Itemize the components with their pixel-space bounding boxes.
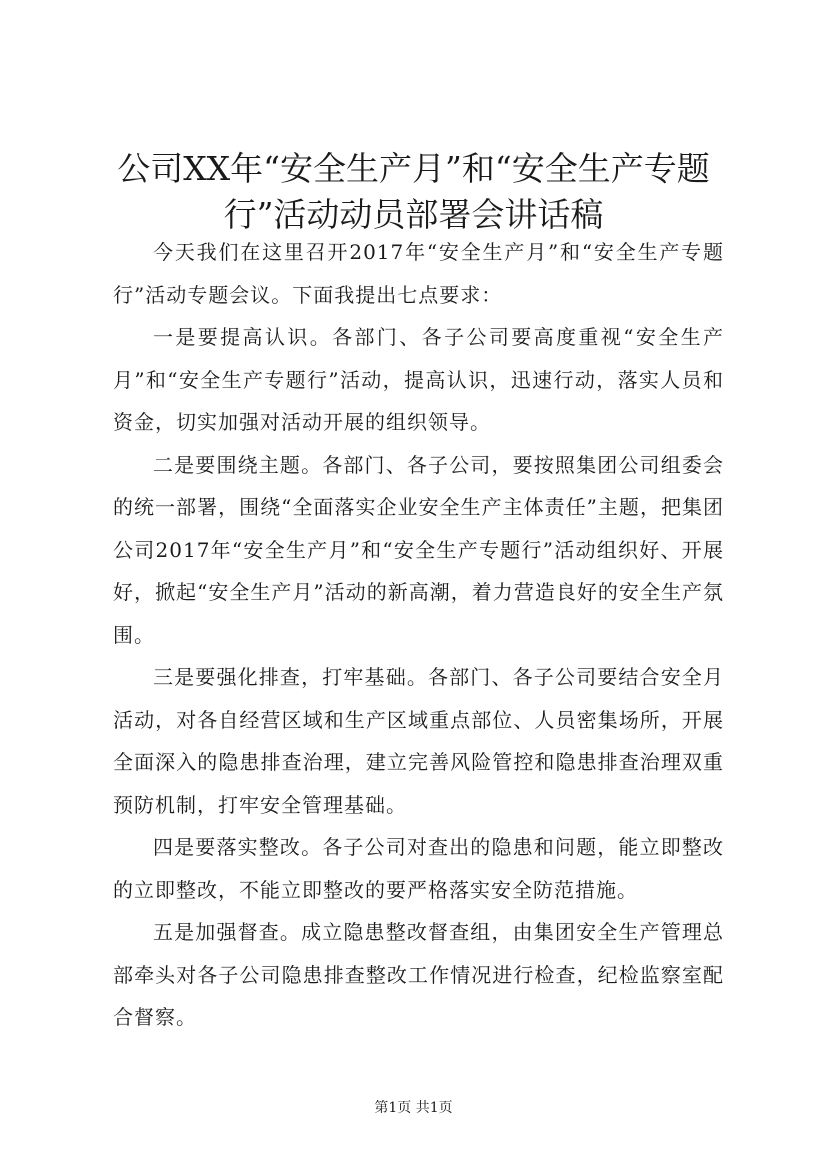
document-title: 公司XX年“安全生产月”和“安全生产专题行”活动动员部署会讲话稿 [117, 149, 710, 234]
paragraph-point-5: 五是加强督查。成立隐患整改督查组，由集团安全生产管理总部牵头对各子公司隐患排查整改工作情况进行检查，纪检监察室配合督察。 [113, 920, 724, 1029]
paragraph-point-1: 一是要提高认识。各部门、各子公司要高度重视“安全生产月”和“安全生产专题行”活动，提高认识，迅速行动，落实人员和资金，切实加强对活动开展的组织领导。 [113, 325, 724, 434]
paragraph-point-4: 四是要落实整改。各子公司对查出的隐患和问题，能立即整改的立即整改，不能立即整改的要严格落实安全防范措施。 [113, 835, 724, 902]
page-number-footer: 第1页 共1页 [374, 1100, 453, 1116]
paragraph-intro: 今天我们在这里召开2017年“安全生产月”和“安全生产专题行”活动专题会议。下面我提出七点要求： [113, 240, 724, 307]
document-body [113, 231, 724, 1039]
paragraph-point-3: 三是要强化排查，打牢基础。各部门、各子公司要结合安全月活动，对各自经营区域和生产区域重点部位、人员密集场所，开展全面深入的隐患排查治理，建立完善风险管控和隐患排查治理双重预防机制，打牢安全管理基础。 [113, 665, 724, 817]
paragraph-point-2: 二是要围绕主题。各部门、各子公司，要按照集团公司组委会的统一部署，围绕“全面落实企业安全生产主体责任”主题，把集团公司2017年“安全生产月”和“安全生产专题行”活动组织好、开展好，掀起“安全生产月”活动的新高潮，着力营造良好的安全生产氛围。 [113, 452, 724, 647]
